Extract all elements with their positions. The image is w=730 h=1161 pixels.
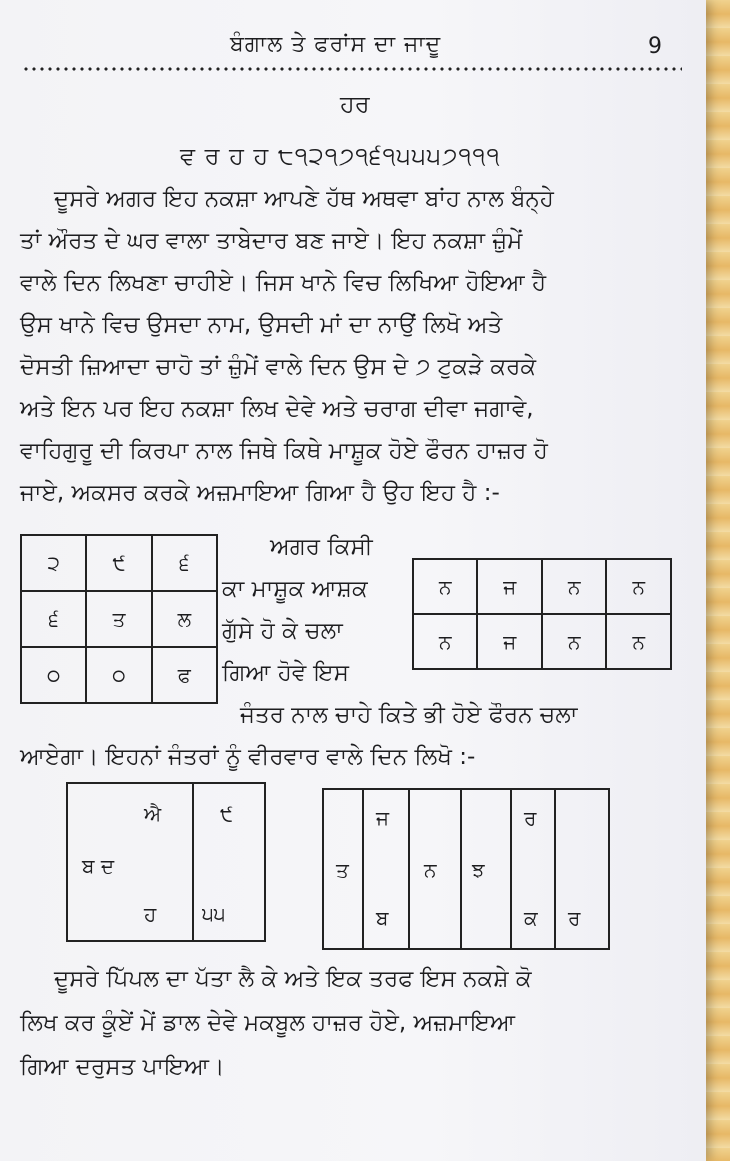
grid-cell: ੯ bbox=[86, 535, 151, 591]
box-glyph: ਰ bbox=[568, 906, 581, 930]
grid-cell: ਨ bbox=[542, 614, 606, 669]
talisman-box-left bbox=[66, 782, 266, 942]
paragraph-line: ਉਸ ਖਾਨੇ ਵਿਚ ਉਸਦਾ ਨਾਮ, ਉਸਦੀ ਮਾਂ ਦਾ ਨਾਉਂ ਲਿਖੋ ਅਤੇ bbox=[20, 312, 503, 338]
grid-cell: ੦ bbox=[21, 647, 86, 703]
grid-cell: ਨ bbox=[542, 559, 606, 614]
paragraph-line: ਅਤੇ ਇਨ ਪਰ ਇਹ ਨਕਸ਼ਾ ਲਿਖ ਦੇਵੇ ਅਤੇ ਚਰਾਗ ਦੀਵਾ ਜਗਾਵੇ, bbox=[20, 396, 534, 422]
middle-text-line: ਗੁੱਸੇ ਹੋ ਕੇ ਚਲਾ bbox=[222, 618, 343, 644]
grid-cell: ਨ bbox=[413, 559, 477, 614]
grid-cell: ੦ bbox=[86, 647, 151, 703]
box-glyph: ਤ bbox=[336, 858, 349, 882]
middle-text-line: ਅਗਰ ਕਿਸੀ bbox=[270, 534, 373, 560]
box-glyph: ਬ bbox=[376, 906, 389, 930]
paragraph-line: ਤਾਂ ਔਰਤ ਦੇ ਘਰ ਵਾਲਾ ਤਾਬੇਦਾਰ ਬਣ ਜਾਏ। ਇਹ ਨਕਸ਼ਾ ਜ਼ੁੰਮੇਂ bbox=[20, 228, 523, 254]
book-page-edge bbox=[706, 0, 730, 1161]
box-glyph: ਨ bbox=[424, 858, 437, 882]
box-divider bbox=[510, 790, 512, 948]
talisman-box-right bbox=[322, 788, 610, 950]
box-divider bbox=[460, 790, 462, 948]
box-divider bbox=[408, 790, 410, 948]
paragraph-line: ਦੂਸਰੇ ਅਗਰ ਇਹ ਨਕਸ਼ਾ ਆਪਣੇ ਹੱਥ ਅਥਵਾ ਬਾਂਹ ਨਾਲ ਬੰਨ੍ਹੇ bbox=[54, 186, 554, 212]
box-divider bbox=[192, 784, 194, 940]
grid-cell: ਲ bbox=[152, 591, 217, 647]
box-glyph: ਕ bbox=[524, 906, 538, 930]
grid-cell: ੬ bbox=[152, 535, 217, 591]
grid-cell: ਫ bbox=[152, 647, 217, 703]
section-heading: ਹਰ bbox=[340, 90, 370, 118]
grid-cell: ਨ bbox=[413, 614, 477, 669]
paragraph-line: ਦੂਸਰੇ ਪਿੱਪਲ ਦਾ ਪੱਤਾ ਲੈ ਕੇ ਅਤੇ ਇਕ ਤਰਫ ਇਸ ਨਕਸ਼ੇ ਕੋ bbox=[54, 966, 532, 992]
box-glyph: ਰ bbox=[524, 806, 537, 830]
middle-text-line: ਕਾ ਮਾਸ਼ੂਕ ਆਸ਼ਕ bbox=[222, 576, 368, 602]
grid-cell: ਨ bbox=[606, 559, 671, 614]
paragraph-line: ਜੰਤਰ ਨਾਲ ਚਾਹੇ ਕਿਤੇ ਭੀ ਹੋਏ ਫੌਰਨ ਚਲਾ bbox=[240, 702, 578, 728]
dotted-rule bbox=[22, 66, 682, 72]
paragraph-line: ਜਾਏ, ਅਕਸਰ ਕਰਕੇ ਅਜ਼ਮਾਇਆ ਗਿਆ ਹੈ ਉਹ ਇਹ ਹੈ :- bbox=[20, 480, 500, 506]
box-glyph: ਬ ਦ bbox=[82, 854, 115, 878]
grid-cell: ੬ bbox=[21, 591, 86, 647]
talisman-grid-3x3 bbox=[20, 534, 218, 704]
paragraph-line: ਵਾਲੇ ਦਿਨ ਲਿਖਣਾ ਚਾਹੀਏ। ਜਿਸ ਖਾਨੇ ਵਿਚ ਲਿਖਿਆ ਹੋਇਆ ਹੈ bbox=[20, 270, 547, 296]
box-divider bbox=[362, 790, 364, 948]
paragraph-line: ਦੋਸਤੀ ਜ਼ਿਆਦਾ ਚਾਹੋ ਤਾਂ ਜ਼ੁੰਮੇਂ ਵਾਲੇ ਦਿਨ ਉਸ ਦੇ ੭ ਟੁਕੜੇ ਕਰਕੇ bbox=[20, 354, 537, 380]
grid-cell: ਨ bbox=[606, 614, 671, 669]
box-glyph: ਝ bbox=[472, 858, 485, 882]
grid-cell: ਤ bbox=[86, 591, 151, 647]
grid-cell: ਜ bbox=[477, 559, 542, 614]
middle-text-line: ਗਿਆ ਹੋਵੇ ਇਸ bbox=[222, 660, 349, 686]
grid-cell: ਜ bbox=[477, 614, 542, 669]
grid-cell: ੨ bbox=[21, 535, 86, 591]
paragraph-line: ਵਾਹਿਗੁਰੂ ਦੀ ਕਿਰਪਾ ਨਾਲ ਜਿਥੇ ਕਿਥੇ ਮਾਸ਼ੂਕ ਹੋਏ ਫੌਰਨ ਹਾਜ਼ਰ ਹੋ bbox=[20, 438, 548, 464]
box-glyph: ਹ bbox=[144, 902, 157, 926]
paragraph-line: ਗਿਆ ਦਰੁਸਤ ਪਾਇਆ। bbox=[20, 1054, 225, 1080]
box-glyph: ੯ bbox=[220, 802, 234, 826]
running-header: ਬੰਗਾਲ ਤੇ ਫਰਾਂਸ ਦਾ ਜਾਦੂ bbox=[230, 32, 442, 57]
code-line: ਵ ਰ ਹ ਹ ੮੧੨੧੭੧੬੧੫੫੫੭੧੧੧ bbox=[180, 142, 501, 170]
paragraph-line: ਆਏਗਾ। ਇਹਨਾਂ ਜੰਤਰਾਂ ਨੂੰ ਵੀਰਵਾਰ ਵਾਲੇ ਦਿਨ ਲਿਖੋ :- bbox=[20, 744, 476, 770]
talisman-grid-2x4 bbox=[412, 558, 672, 670]
paragraph-line: ਲਿਖ ਕਰ ਕੂੰਏਂ ਮੇਂ ਡਾਲ ਦੇਵੇ ਮਕਬੂਲ ਹਾਜ਼ਰ ਹੋਏ, ਅਜ਼ਮਾਇਆ bbox=[20, 1010, 515, 1036]
box-glyph: ਐ bbox=[144, 802, 162, 826]
box-glyph: ਜ bbox=[376, 806, 390, 830]
box-glyph: ੫੫ bbox=[202, 902, 226, 926]
box-divider bbox=[554, 790, 556, 948]
page-number: 9 bbox=[648, 34, 662, 59]
